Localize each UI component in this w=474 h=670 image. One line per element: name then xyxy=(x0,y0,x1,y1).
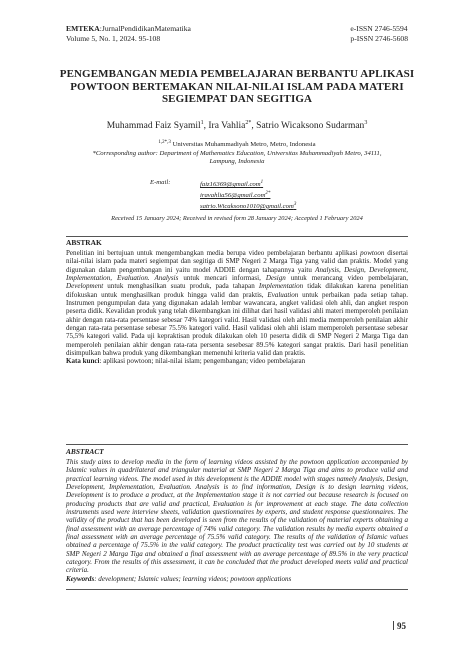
abstrak-heading: ABSTRAK xyxy=(66,238,102,247)
affiliation-line-3: Lampung, Indonesia xyxy=(209,158,265,166)
abstract-body xyxy=(66,458,408,583)
divider-bottom xyxy=(66,589,408,590)
affiliation xyxy=(40,139,434,167)
email-list xyxy=(200,179,296,212)
email-label: E-mail: xyxy=(150,179,171,186)
abstrak-text: Penelitian ini bertujuan untuk mengembangkan media berupa video pembelajaran berbantu aplikasi powtoon disertai nilai-nilai islam pada materi segiempat dan segitiga di SMP Negeri 2 Marga Tiga yang valid dan praktis. Model yang digunakan dalam pengembangan ini yaitu model ADDIE dengan tahapannya yaitu Analysis, Design, Development, Implementation, Evaluation. Analysis untuk mencari informasi, Design untuk merancang video pembelajaran, Development untuk menghasilkan suatu produk, pada tahapan Implementation tidak dilakukan karena penelitian difokuskan untuk menghasilkan produk hingga valid dan praktis, Evaluation untuk perbaikan pada setiap tahap. Instrumen pengumpulan data yang digunakan adalah lembar wawancara, angket validasi oleh ahli, dan angket respon peserta didik. Kevalidan produk yang telah dikembangkan ini dilihat dari hasil validasi ahli materi memperoleh penilaian akhir dengan rata-rata persentase sebesar 74% kategori valid. Hasil validasi oleh ahli media memperoleh penilaian akhir dengan rata-rata persentase sebesar 75.5% kategori valid. Hasil validasi oleh ahli islam memperoleh persentase sebesar 75,5% kategori valid. Pada uji kepraktisan produk dilakukan oleh 10 peserta didik di SMP Negeri 2 Marga Tiga dan memperoleh penilaian akhir dengan rata-rata persenta sesebesar 89.5% kategori sangat praktis. Dari hasil penelitian disimpulkan bahwa produk yang dikembangkan memenuhi kriteria valid dan praktis. xyxy=(66,249,409,358)
paper-title: PENGEMBANGAN MEDIA PEMBELAJARAN BERBANTU APLIKASI POWTOON BERTEMAKAN NILAI-NILAI ISLAM PADA MATERI SEGIEMPAT DAN SEGITIGA xyxy=(59,68,415,105)
email-link-1[interactable]: faiz16369@gmail.com$^1$ xyxy=(200,180,264,189)
page-number: 95 xyxy=(397,621,406,631)
affiliation-line-1: $^{1,2*,3}$ Universitas Muhammadiyah Metro, Metro, Indonesia xyxy=(158,140,316,149)
author-3: Satrio Wicaksono Sudarman xyxy=(256,121,365,132)
email-block xyxy=(150,179,297,211)
eissn: e-ISSN 2746-5594 xyxy=(350,24,408,33)
email-link-2[interactable]: iravahlia56@gmail.com$^{2*}$ xyxy=(200,190,271,200)
kata-kunci: Kata kunci: aplikasi powtoon; nilai-nilai islam; pengembangan; video pembelajaran xyxy=(66,357,306,366)
abstrak-body xyxy=(66,249,408,366)
received-dates: Received 15 January 2024; Received in revised form 28 January 2024; Accepted 1 February 2024 xyxy=(111,215,363,222)
email-link-3[interactable]: satrio.Wicaksono1010@gmail.com$^3$ xyxy=(200,201,297,211)
divider-top-abstrak xyxy=(66,236,408,237)
abstract-text: This study aims to develop media in the form of learning videos assisted by the powtoon application accompanied by Islamic values in quadrilateral and triangular material at SMP Negeri 2 Marga Tiga and aims to produce valid and practical learning videos. The model used in this development is the ADDIE model with stages namely Analysis, Design, Development, Implementation, Evaluation. Analysis is to find information, Design is to design learning videos, Development is to produce a product, at the Implementation stage it is not carried out because research is focused on producing products that are valid and practical, Evaluation is for improvement at each stage. The data collection instruments used were interview sheets, validation questionnaires by experts, and student response questionnaires. The validity of the product that has been developed is seen from the results of the validation of material experts obtaining a final assessment with an average percentage of 74% valid category. The validation results by media experts obtained a final assessment with an average percentage of 75.5% valid category. The results of the validation of Islamic values obtained a percentage of 75.5% in the valid category. The product practicality test was carried out by 10 students at SMP Negeri 2 Marga Tiga and obtained a final assessment with an average percentage of 89.5% in the very practical category. From the results of this assessment, it can be concluded that the product developed meets valid and practical criteria. xyxy=(66,458,408,575)
abstract-heading: ABSTRACT xyxy=(66,447,104,456)
journal-name: EMTEKA:JurnalPendidikanMatematika xyxy=(66,24,191,33)
corresponding-author-line: *Corresponding author: Department of Mathematics Education, Universitas Muhammadiyah Metro, 34111, xyxy=(92,149,382,157)
author-list: Muhammad Faiz Syamil$^1$, Ira Vahlia$^{2*}$, Satrio Wicaksono Sudarman$^3$ xyxy=(106,120,368,132)
journal-volume: Volume 5, No. 1, 2024. 95-108 xyxy=(66,34,161,43)
keywords: Keywords: development; Islamic values; learning videos; powtoon applications xyxy=(66,574,292,583)
pissn: p-ISSN 2746-5608 xyxy=(350,34,408,43)
journal-header-left xyxy=(66,24,191,44)
author-2: Ira Vahlia xyxy=(208,121,246,132)
author-1: Muhammad Faiz Syamil xyxy=(106,121,201,132)
divider-top-abstract xyxy=(66,444,408,445)
journal-header-right xyxy=(350,24,408,44)
